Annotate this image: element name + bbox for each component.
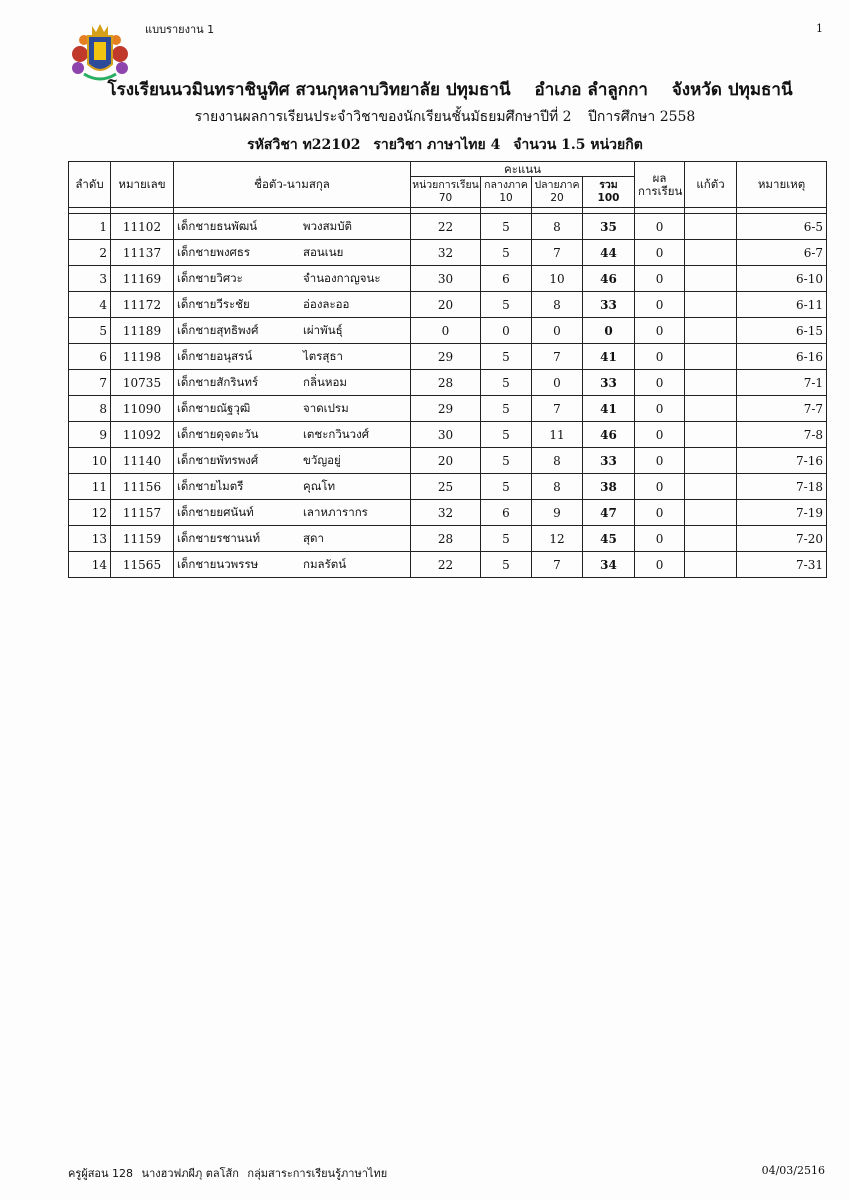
total-score: 46: [583, 422, 635, 448]
province: จังหวัด ปทุมธานี: [671, 80, 793, 100]
unit-score: 20: [411, 448, 481, 474]
col-header-result-line2: การเรียน: [638, 183, 683, 198]
student-first-name: เด็กชายณัฐวุฒิ: [177, 400, 251, 415]
credits: จำนวน 1.5 หน่วยกิต: [513, 137, 643, 153]
grade-result: 0: [635, 474, 685, 500]
print-date: 04/03/2516: [761, 1164, 825, 1177]
student-first-name: เด็กชายนวพรรษ: [177, 556, 259, 571]
final-score: 7: [532, 552, 583, 578]
row-number: 14: [69, 552, 111, 578]
room-note: 7-20: [737, 526, 827, 552]
col-header-unit-label: หน่วยการเรียน: [412, 179, 479, 191]
midterm-score: 6: [481, 500, 532, 526]
grades-body: [69, 208, 827, 578]
table-row: [69, 396, 827, 422]
table-row: [69, 422, 827, 448]
student-last-name: เตชะกวินวงศ์: [303, 426, 370, 441]
col-header-name: ชื่อตัว-นามสกุล: [174, 162, 411, 208]
grade-result: 0: [635, 240, 685, 266]
student-first-name: เด็กชายไมตรี: [177, 478, 244, 493]
department: กลุ่มสาระการเรียนรู้ภาษาไทย: [247, 1167, 388, 1180]
student-name: [174, 500, 411, 526]
col-header-total: [583, 177, 635, 208]
retake-grade: [685, 500, 737, 526]
row-number: 12: [69, 500, 111, 526]
retake-grade: [685, 214, 737, 240]
student-first-name: เด็กชายวิศวะ: [177, 270, 243, 285]
table-row: [69, 370, 827, 396]
room-note: 6-5: [737, 214, 827, 240]
teacher-name: นางฮวฟภผีภุ ตลโส้ก: [141, 1167, 239, 1180]
final-score: 8: [532, 292, 583, 318]
student-name: [174, 422, 411, 448]
student-last-name: เผ่าพันธุ์: [303, 322, 343, 337]
total-score: 34: [583, 552, 635, 578]
student-id: 11140: [111, 448, 174, 474]
table-row: [69, 344, 827, 370]
grade-result: 0: [635, 526, 685, 552]
student-first-name: เด็กชายรชานนท์: [177, 530, 261, 545]
col-header-total-label: รวม: [599, 179, 618, 191]
unit-score: 30: [411, 266, 481, 292]
unit-score: 29: [411, 344, 481, 370]
final-score: 8: [532, 474, 583, 500]
unit-score: 32: [411, 240, 481, 266]
midterm-score: 6: [481, 266, 532, 292]
total-score: 41: [583, 344, 635, 370]
room-note: 7-18: [737, 474, 827, 500]
grade-result: 0: [635, 318, 685, 344]
col-header-result-line1: ผล: [652, 170, 667, 185]
table-row: [69, 292, 827, 318]
school-title: [50, 76, 849, 103]
row-number: 3: [69, 266, 111, 292]
final-score: 10: [532, 266, 583, 292]
col-header-final-max: 20: [550, 192, 564, 204]
total-score: 35: [583, 214, 635, 240]
report-title: [40, 106, 849, 128]
row-number: 1: [69, 214, 111, 240]
table-row: [69, 552, 827, 578]
student-last-name: อ่องละออ: [303, 296, 350, 311]
retake-grade: [685, 396, 737, 422]
final-score: 9: [532, 500, 583, 526]
final-score: 7: [532, 344, 583, 370]
student-first-name: เด็กชายธนพัฒน์: [177, 218, 258, 233]
student-name: [174, 474, 411, 500]
row-number: 6: [69, 344, 111, 370]
grade-result: 0: [635, 396, 685, 422]
student-first-name: เด็กชายพัทรพงศ์: [177, 452, 259, 467]
col-header-mid-max: 10: [499, 192, 513, 204]
row-number: 5: [69, 318, 111, 344]
student-first-name: เด็กชายยศนันท์: [177, 504, 254, 519]
final-score: 12: [532, 526, 583, 552]
student-last-name: ขวัญอยู่: [303, 452, 341, 467]
grade-result: 0: [635, 214, 685, 240]
unit-score: 28: [411, 526, 481, 552]
retake-grade: [685, 448, 737, 474]
retake-grade: [685, 552, 737, 578]
midterm-score: 0: [481, 318, 532, 344]
table-row: [69, 500, 827, 526]
final-score: 8: [532, 214, 583, 240]
total-score: 46: [583, 266, 635, 292]
total-score: 45: [583, 526, 635, 552]
midterm-score: 5: [481, 344, 532, 370]
student-id: 11159: [111, 526, 174, 552]
unit-score: 0: [411, 318, 481, 344]
student-id: 11137: [111, 240, 174, 266]
midterm-score: 5: [481, 370, 532, 396]
report-heading: รายงานผลการเรียนประจำวิชาของนักเรียนชั้นมัธยมศึกษาปีที่ 2: [194, 109, 572, 125]
final-score: 7: [532, 396, 583, 422]
student-id: 11157: [111, 500, 174, 526]
student-id: 11090: [111, 396, 174, 422]
final-score: 11: [532, 422, 583, 448]
room-note: 6-7: [737, 240, 827, 266]
student-last-name: ไตรสุธา: [303, 348, 343, 363]
total-score: 33: [583, 448, 635, 474]
grade-result: 0: [635, 552, 685, 578]
student-first-name: เด็กชายสักรินทร์: [177, 374, 259, 389]
grade-result: 0: [635, 370, 685, 396]
student-id: 10735: [111, 370, 174, 396]
student-name: [174, 240, 411, 266]
academic-year: ปีการศึกษา 2558: [588, 109, 696, 125]
retake-grade: [685, 292, 737, 318]
student-last-name: สอนเนย: [303, 244, 344, 259]
midterm-score: 5: [481, 292, 532, 318]
student-last-name: คุณโท: [303, 478, 336, 493]
midterm-score: 5: [481, 448, 532, 474]
subject-name: รายวิชา ภาษาไทย 4: [373, 137, 501, 153]
row-number: 10: [69, 448, 111, 474]
grade-result: 0: [635, 266, 685, 292]
grade-result: 0: [635, 448, 685, 474]
table-row: [69, 240, 827, 266]
col-header-unit-max: 70: [438, 192, 453, 204]
table-row: [69, 318, 827, 344]
student-id: 11198: [111, 344, 174, 370]
unit-score: 25: [411, 474, 481, 500]
student-last-name: สุดา: [303, 530, 324, 545]
col-header-unit: [411, 177, 481, 208]
student-id: 11102: [111, 214, 174, 240]
unit-score: 29: [411, 396, 481, 422]
student-id: 11189: [111, 318, 174, 344]
grades-table: [68, 161, 827, 578]
table-row: [69, 526, 827, 552]
retake-grade: [685, 474, 737, 500]
district: อำเภอ ลำลูกกา: [534, 80, 648, 100]
row-number: 11: [69, 474, 111, 500]
midterm-score: 5: [481, 240, 532, 266]
unit-score: 28: [411, 370, 481, 396]
student-last-name: พวงสมบัติ: [303, 218, 353, 233]
col-header-id: หมายเลข: [111, 162, 174, 208]
retake-grade: [685, 266, 737, 292]
col-header-mid: [481, 177, 532, 208]
room-note: 7-7: [737, 396, 827, 422]
student-first-name: เด็กชายดุจตะวัน: [177, 426, 259, 441]
room-note: 7-1: [737, 370, 827, 396]
final-score: 8: [532, 448, 583, 474]
unit-score: 32: [411, 500, 481, 526]
student-name: [174, 318, 411, 344]
student-name: [174, 526, 411, 552]
midterm-score: 5: [481, 214, 532, 240]
table-row: [69, 448, 827, 474]
row-number: 8: [69, 396, 111, 422]
footer-teacher: [68, 1164, 392, 1182]
student-id: 11156: [111, 474, 174, 500]
school-name: โรงเรียนนวมินทราชินูทิศ สวนกุหลาบวิทยาลัย ปทุมธานี: [107, 80, 511, 100]
retake-grade: [685, 422, 737, 448]
student-id: 11169: [111, 266, 174, 292]
total-score: 33: [583, 370, 635, 396]
student-first-name: เด็กชายอนุสรน์: [177, 348, 253, 363]
retake-grade: [685, 370, 737, 396]
grade-result: 0: [635, 292, 685, 318]
room-note: 7-8: [737, 422, 827, 448]
student-last-name: กลิ่นหอม: [303, 374, 347, 389]
room-note: 6-15: [737, 318, 827, 344]
unit-score: 22: [411, 214, 481, 240]
retake-grade: [685, 344, 737, 370]
retake-grade: [685, 240, 737, 266]
student-last-name: กมลรัตน์: [303, 556, 347, 571]
room-note: 6-16: [737, 344, 827, 370]
grade-result: 0: [635, 500, 685, 526]
student-first-name: เด็กชายวีระชัย: [177, 296, 250, 311]
grade-result: 0: [635, 422, 685, 448]
student-name: [174, 552, 411, 578]
table-row: [69, 214, 827, 240]
student-id: 11172: [111, 292, 174, 318]
form-label: แบบรายงาน 1: [145, 23, 215, 36]
row-number: 2: [69, 240, 111, 266]
retake-grade: [685, 318, 737, 344]
midterm-score: 5: [481, 474, 532, 500]
room-note: 6-11: [737, 292, 827, 318]
student-id: 11565: [111, 552, 174, 578]
total-score: 47: [583, 500, 635, 526]
student-id: 11092: [111, 422, 174, 448]
unit-score: 30: [411, 422, 481, 448]
col-header-total-max: 100: [597, 192, 620, 204]
final-score: 0: [532, 370, 583, 396]
student-last-name: จำนองกาญจนะ: [303, 270, 381, 285]
retake-grade: [685, 526, 737, 552]
row-number: 9: [69, 422, 111, 448]
student-name: [174, 370, 411, 396]
row-number: 7: [69, 370, 111, 396]
student-name: [174, 396, 411, 422]
student-name: [174, 266, 411, 292]
total-score: 33: [583, 292, 635, 318]
room-note: 7-16: [737, 448, 827, 474]
midterm-score: 5: [481, 552, 532, 578]
subject-line: [40, 134, 849, 156]
col-header-score: คะแนน: [411, 162, 635, 177]
col-header-result: [635, 162, 685, 208]
unit-score: 20: [411, 292, 481, 318]
student-name: [174, 344, 411, 370]
row-number: 13: [69, 526, 111, 552]
student-last-name: จาดเปรม: [303, 400, 349, 415]
room-note: 7-19: [737, 500, 827, 526]
student-name: [174, 292, 411, 318]
total-score: 44: [583, 240, 635, 266]
student-name: [174, 448, 411, 474]
student-first-name: เด็กชายสุทธิพงศ์: [177, 322, 259, 337]
page-number: 1: [816, 22, 823, 35]
midterm-score: 5: [481, 526, 532, 552]
total-score: 0: [583, 318, 635, 344]
col-header-no: ลำดับ: [69, 162, 111, 208]
subject-code: รหัสวิชา ท22102: [247, 137, 361, 153]
midterm-score: 5: [481, 422, 532, 448]
midterm-score: 5: [481, 396, 532, 422]
unit-score: 22: [411, 552, 481, 578]
student-name: [174, 214, 411, 240]
col-header-fix: แก้ตัว: [685, 162, 737, 208]
col-header-final-label: ปลายภาค: [534, 179, 580, 191]
final-score: 0: [532, 318, 583, 344]
total-score: 41: [583, 396, 635, 422]
grade-result: 0: [635, 344, 685, 370]
final-score: 7: [532, 240, 583, 266]
col-header-note: หมายเหตุ: [737, 162, 827, 208]
table-row: [69, 474, 827, 500]
room-note: 7-31: [737, 552, 827, 578]
student-first-name: เด็กชายพงศธร: [177, 244, 251, 259]
row-number: 4: [69, 292, 111, 318]
col-header-mid-label: กลางภาค: [484, 179, 528, 191]
col-header-final: [532, 177, 583, 208]
table-row: [69, 266, 827, 292]
total-score: 38: [583, 474, 635, 500]
room-note: 6-10: [737, 266, 827, 292]
teacher-label: ครูผู้สอน 128: [68, 1167, 134, 1180]
student-last-name: เลาหภารากร: [303, 504, 368, 519]
